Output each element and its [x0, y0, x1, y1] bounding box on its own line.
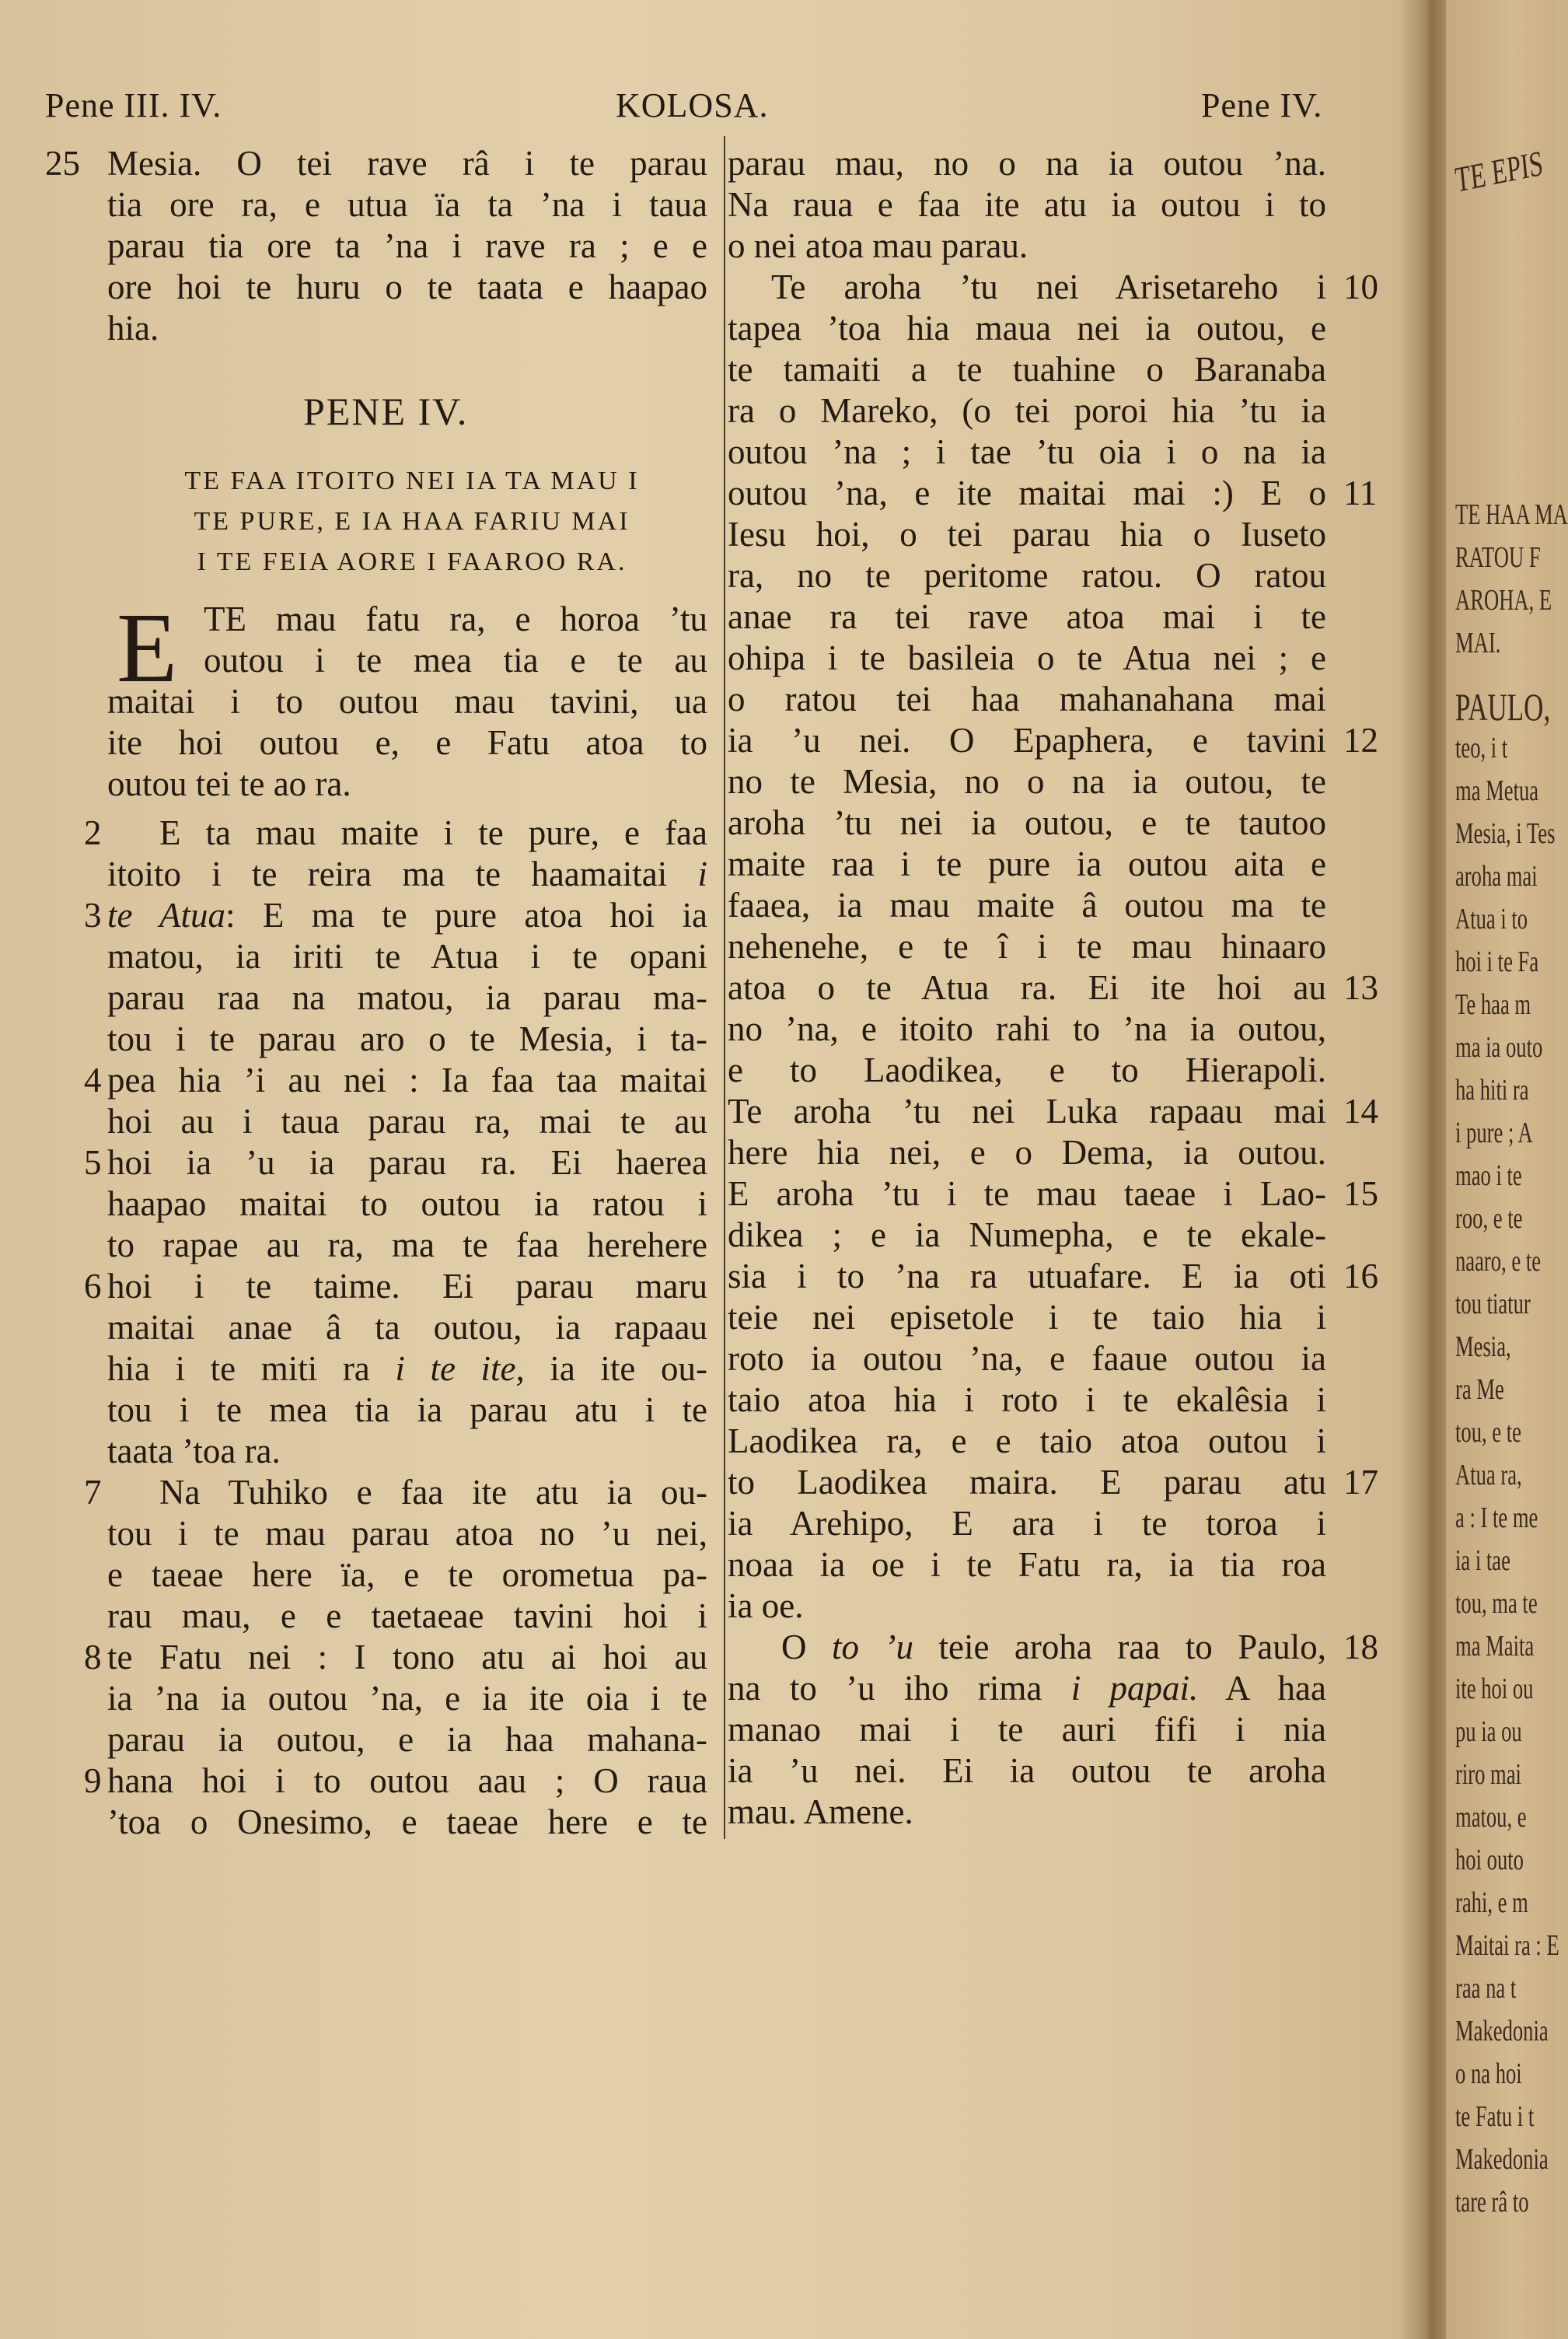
text-line: ’toa o Onesimo, e taeae here e te [107, 1802, 707, 1841]
text-line: hana hoi i to outou aau ; O raua [107, 1761, 707, 1800]
text-line: atoa o te Atua ra. Ei ite hoi au [728, 968, 1326, 1007]
facing-line: tou, e te [1455, 1416, 1521, 1449]
text-line: o nei atoa mau parau. [728, 226, 1028, 265]
facing-line: naaro, e te [1455, 1245, 1542, 1278]
verse-number: 10 [1343, 267, 1378, 306]
text-line: e taeae here ïa, e te orometua pa- [107, 1555, 707, 1594]
verse-number: 12 [1343, 721, 1378, 760]
text-line: te Atua: E ma te pure atoa hoi ia [107, 896, 707, 935]
verse-number: 11 [1343, 474, 1378, 512]
text-line: to Laodikea maira. E parau atu [728, 1463, 1326, 1502]
facing-line: RATOU F [1455, 541, 1541, 574]
text-line: tapea ’toa hia maua nei ia outou, e [728, 309, 1326, 348]
facing-line: te Fatu i t [1455, 2100, 1535, 2133]
chapter-summary-line: TE PURE, E IA HAA FARIU MAI [194, 507, 630, 536]
text-line: manao mai i te auri fifi i nia [728, 1710, 1326, 1749]
facing-line: i pure ; A [1455, 1117, 1533, 1149]
text-line: parau mau, no o na ia outou ’na. [728, 144, 1326, 183]
facing-line: roo, e te [1455, 1202, 1523, 1235]
text-line: hoi i te taime. Ei parau maru [107, 1267, 707, 1306]
facing-line: ma Metua [1455, 774, 1539, 807]
verse-number: 18 [1343, 1628, 1378, 1666]
column-rule [724, 136, 725, 1839]
text-line: rau mau, e e taetaeae tavini hoi i [107, 1596, 707, 1635]
text-line: ia Arehipo, E ara i te toroa i [728, 1504, 1326, 1543]
text-line: te Fatu nei : I tono atu ai hoi au [107, 1638, 707, 1676]
text-line: maitai i to outou mau tavini, ua [107, 682, 707, 721]
text-line: ia ’u nei. Ei ia outou te aroha [728, 1751, 1326, 1790]
text-line: to rapae au ra, ma te faa herehere [107, 1225, 707, 1264]
verse-number: 9 [84, 1761, 102, 1800]
text-line: parau raa na matou, ia parau ma- [107, 978, 707, 1017]
verse-number: 8 [84, 1638, 102, 1676]
text-line: te tamaiti a te tuahine o Baranaba [728, 350, 1326, 389]
text-line: aroha ’tu nei ia outou, e te tautoo [728, 803, 1326, 842]
text-line: Mesia. O tei rave râ i te parau [107, 144, 707, 183]
text-line: Te aroha ’tu nei Arisetareho i [771, 267, 1326, 306]
text-line: no ’na, e itoito rahi to ’na ia outou, [728, 1009, 1326, 1048]
text-line: maitai anae â ta outou, ia rapaau [107, 1308, 707, 1347]
header-right: Pene IV. [1201, 86, 1323, 124]
text-line: tia ore ra, e utua ïa ta ’na i taua [107, 185, 707, 224]
facing-line: aroha mai [1455, 860, 1538, 893]
facing-line: ia i tae [1455, 1544, 1510, 1577]
verse-number: 6 [84, 1267, 102, 1306]
text-line: na to ’u iho rima i papai. A haa [728, 1669, 1326, 1708]
facing-line: ma Maita [1455, 1630, 1535, 1662]
facing-line: TE HAA MA [1455, 498, 1568, 531]
text-line: anae ra tei rave atoa mai i te [728, 597, 1326, 636]
facing-line: ha hiti ra [1455, 1074, 1529, 1107]
facing-line: o na hoi [1455, 2058, 1522, 2090]
text-line: Laodikea ra, e e taio atoa outou i [728, 1421, 1326, 1460]
text-line: Na Tuhiko e faa ite atu ia ou- [159, 1473, 707, 1512]
verse-number: 13 [1343, 968, 1378, 1007]
text-line: mau. Amene. [728, 1792, 913, 1831]
facing-line: MAI. [1455, 627, 1501, 659]
text-line: ite hoi outou e, e Fatu atoa to [107, 723, 707, 762]
verse-number: 17 [1343, 1463, 1378, 1502]
text-line: parau tia ore ta ’na i rave ra ; e e [107, 226, 707, 265]
facing-line: Makedonia [1455, 2015, 1549, 2047]
text-line: taata ’toa ra. [107, 1432, 281, 1470]
facing-line: ra Me [1455, 1373, 1504, 1406]
text-line: pea hia ’i au nei : Ia faa taa maitai [107, 1061, 707, 1100]
text-line: nehenehe, e te î i te mau hinaaro [728, 927, 1326, 966]
text-line: roto ia outou ’na, e faaue outou ia [728, 1339, 1326, 1378]
text-line: matou, ia iriti te Atua i te opani [107, 937, 707, 976]
verse-number: 14 [1343, 1092, 1378, 1131]
facing-line: rahi, e m [1455, 1886, 1528, 1919]
facing-line: tare râ to [1455, 2186, 1529, 2218]
drop-cap: E [117, 593, 178, 703]
facing-line: Maitai ra : E [1455, 1929, 1559, 1962]
chapter-summary-line: I TE FEIA AORE I FAAROO RA. [197, 547, 627, 576]
text-line: ra o Mareko, (o tei poroi hia ’tu ia [728, 391, 1326, 430]
facing-line: pu ia ou [1455, 1715, 1522, 1748]
text-line: tou i te parau aro o te Mesia, i ta- [107, 1019, 707, 1058]
text-line: Na raua e faa ite atu ia outou i to [728, 185, 1326, 224]
text-line: itoito i te reira ma te haamaitai i [107, 855, 707, 893]
text-line: o ratou tei haa mahanahana mai [728, 680, 1326, 718]
facing-page-title: TE EPIS [1453, 142, 1545, 200]
facing-line: raa na t [1455, 1972, 1517, 2005]
text-line: teie nei episetole i te taio hia i [728, 1298, 1326, 1337]
facing-line: hoi outo [1455, 1844, 1524, 1876]
text-line: outou tei te ao ra. [107, 764, 351, 803]
text-line: parau ia outou, e ia haa mahana- [107, 1720, 707, 1759]
verse-number: 15 [1343, 1174, 1378, 1213]
text-line: hoi ia ’u ia parau ra. Ei haerea [107, 1143, 707, 1182]
text-line: hia. [107, 309, 159, 348]
text-line: O to ’u teie aroha raa to Paulo, [781, 1628, 1326, 1666]
verse-number: 5 [84, 1143, 102, 1182]
facing-line: Makedonia [1455, 2143, 1549, 2176]
facing-line: Atua i to [1455, 903, 1528, 935]
text-line: tou i te mea tia ia parau atu i te [107, 1390, 707, 1429]
facing-line: Mesia, [1455, 1330, 1511, 1363]
verse-number: 3 [84, 896, 102, 935]
text-line: ohipa i te basileia o te Atua nei ; e [728, 638, 1326, 677]
text-line: tou i te mau parau atoa no ’u nei, [107, 1514, 707, 1553]
facing-line: ite hoi ou [1455, 1673, 1534, 1705]
text-line: faaea, ia mau maite â outou ma te [728, 886, 1326, 925]
verse-number: 7 [84, 1473, 102, 1512]
text-line: ia ’na ia outou ’na, e ia ite oia i te [107, 1679, 707, 1718]
text-line: hoi au i taua parau ra, mai te au [107, 1102, 707, 1141]
facing-line: AROHA, E [1455, 584, 1552, 617]
chapter-summary-line: TE FAA ITOITO NEI IA TA MAU I [184, 467, 640, 495]
header-left: Pene III. IV. [45, 86, 222, 124]
text-line: hia i te miti ra i te ite, ia ite ou- [107, 1349, 707, 1388]
facing-line: tou tiatur [1455, 1288, 1531, 1320]
text-line: e to Laodikea, e to Hierapoli. [728, 1051, 1326, 1089]
text-line: no te Mesia, no o na ia outou, te [728, 762, 1326, 801]
text-line: here hia nei, e o Dema, ia outou. [728, 1133, 1326, 1172]
verse-number: 4 [84, 1061, 102, 1100]
text-line: E aroha ’tu i te mau taeae i Lao- [728, 1174, 1326, 1213]
verse-number: 16 [1343, 1257, 1378, 1295]
text-line: outou ’na ; i tae ’tu oia i o na ia [728, 432, 1326, 471]
text-line: ra, no te peritome ratou. O ratou [728, 556, 1326, 595]
text-line: noaa ia oe i te Fatu ra, ia tia roa [728, 1545, 1326, 1584]
facing-line: teo, i t [1455, 732, 1508, 764]
facing-line: Atua ra, [1455, 1459, 1522, 1491]
facing-line: ma ia outo [1455, 1031, 1543, 1064]
facing-line: PAULO, [1455, 685, 1551, 729]
facing-line: a : I te me [1455, 1502, 1538, 1534]
verse-number: 2 [84, 813, 102, 852]
text-line: Iesu hoi, o tei parau hia o Iuseto [728, 515, 1326, 554]
facing-line: riro mai [1455, 1758, 1521, 1791]
facing-line: hoi i te Fa [1455, 946, 1539, 978]
header-center: KOLOSA. [616, 86, 769, 124]
text-line: ia ’u nei. O Epaphera, e tavini [728, 721, 1326, 760]
text-line: ia oe. [728, 1586, 804, 1625]
text-line: dikea ; e ia Numepha, e te ekale- [728, 1215, 1326, 1254]
text-line: maite raa i te pure ia outou aita e [728, 844, 1326, 883]
text-line: ore hoi te huru o te taata e haapao [107, 267, 707, 306]
text-line: Te aroha ’tu nei Luka rapaau mai [728, 1092, 1326, 1131]
facing-line: mao i te [1455, 1159, 1522, 1192]
facing-line: matou, e [1455, 1801, 1527, 1834]
facing-page [1446, 0, 1568, 2339]
text-line: taio atoa hia i roto i te ekalêsia i [728, 1380, 1326, 1419]
text-line: outou i te mea tia e te au [204, 641, 707, 680]
text-line: haapao maitai to outou ia ratou i [107, 1184, 707, 1223]
facing-line: Mesia, i Tes [1455, 817, 1556, 850]
facing-line: Te haa m [1455, 988, 1531, 1021]
chapter-title: PENE IV. [303, 390, 469, 433]
facing-line: tou, ma te [1455, 1587, 1538, 1620]
text-line: TE mau fatu ra, e horoa ’tu [204, 600, 707, 638]
text-line: outou ’na, e ite maitai mai :) E o [728, 474, 1326, 512]
text-line: sia i to ’na ra utuafare. E ia oti [728, 1257, 1326, 1295]
verse-number-25: 25 [45, 144, 80, 183]
text-line: E ta mau maite i te pure, e faa [159, 813, 707, 852]
